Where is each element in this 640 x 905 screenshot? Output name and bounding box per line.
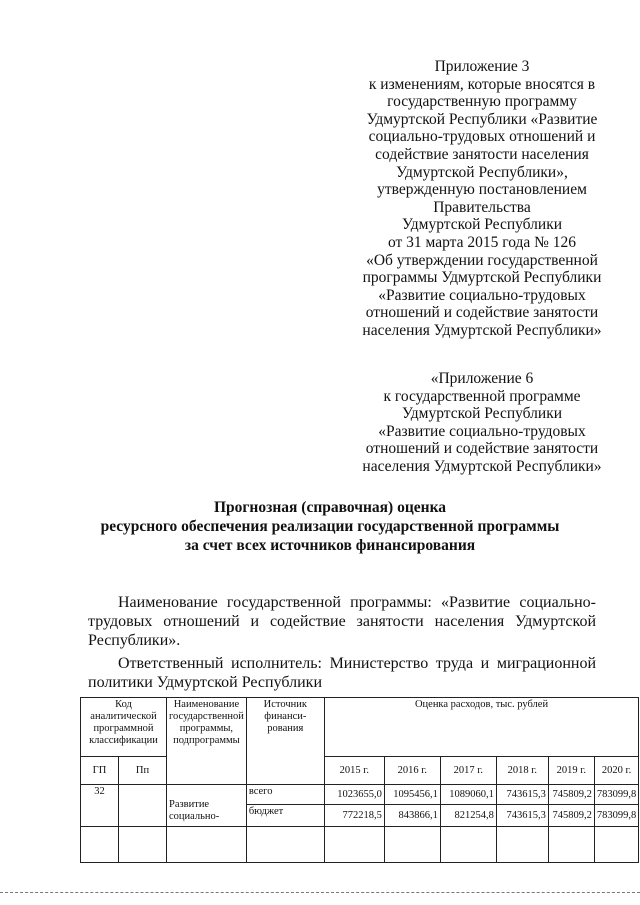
appendix-3-line: государственную программу	[387, 93, 577, 111]
row-source: всего	[246, 785, 324, 805]
value-cell: 745809,2	[548, 785, 594, 805]
appendix-3-line: Приложение 3	[434, 58, 530, 75]
value-cell: 783099,8	[594, 805, 638, 827]
year-header: 2019 г.	[548, 757, 594, 785]
appendix-3-line: Удмуртской Республики	[401, 216, 563, 234]
year-header: 2016 г.	[384, 757, 440, 785]
appendix-3-line: содействие занятости населения	[375, 145, 589, 163]
value-cell: 1089060,1	[440, 785, 496, 805]
empty-cell	[440, 827, 496, 863]
empty-cell	[496, 827, 548, 863]
paragraph-line: Республики».	[88, 632, 181, 649]
header-gp: ГП	[81, 757, 119, 785]
responsible-executor-paragraph	[88, 654, 596, 692]
value-cell: 783099,8	[594, 785, 638, 805]
header-estimate: Оценка расходов, тыс. рублей	[324, 698, 638, 757]
year-header: 2020 г.	[594, 757, 638, 785]
paragraph-line: Наименование государственной программы: «Развитие социально-	[118, 594, 596, 611]
empty-cell	[324, 827, 384, 863]
paragraph-line: политики Удмуртской Республики	[88, 674, 323, 691]
page-bottom-rule	[0, 892, 640, 893]
appendix-6-line: «Развитие социально-трудовых	[378, 422, 586, 440]
empty-cell	[548, 827, 594, 863]
header-source: Источник финанси-рования	[246, 698, 324, 785]
title-line: ресурсного обеспечения реализации государственной программы	[100, 518, 560, 535]
appendix-6-header	[340, 370, 624, 476]
row-gp-code: 32	[81, 785, 119, 827]
title-line: Прогнозная (справочная) оценка	[213, 499, 447, 516]
paragraph-line: Ответственный исполнитель: Министерство труда и миграционной	[118, 655, 596, 672]
row-program-name: Развитие социально-	[167, 785, 247, 827]
value-cell: 1023655,0	[324, 785, 384, 805]
table-row-continuation	[81, 827, 639, 863]
appendix-3-line: социально-трудовых отношений и	[368, 128, 596, 146]
table-row	[81, 785, 639, 805]
appendix-6-line: отношений и содействие занятости	[365, 440, 599, 458]
appendix-6-line: к государственной программе	[383, 387, 581, 405]
value-cell: 843866,1	[384, 805, 440, 827]
document-title	[80, 498, 580, 555]
appendix-3-line: Удмуртской Республики»,	[396, 163, 568, 181]
empty-cell	[246, 827, 324, 863]
row-pp-code	[119, 785, 167, 827]
appendix-3-header	[340, 58, 624, 340]
empty-cell	[384, 827, 440, 863]
appendix-3-line: утвержденную постановлением	[377, 181, 587, 199]
header-name: Наименование государственной программы, подпрограммы	[167, 698, 247, 785]
appendix-3-line: к изменениям, которые вносятся в	[368, 75, 596, 93]
header-code: Код аналитической программной классификации	[81, 698, 167, 757]
empty-cell	[167, 827, 247, 863]
appendix-3-line: «Об утверждении государственной	[366, 251, 598, 269]
value-cell: 772218,5	[324, 805, 384, 827]
year-header: 2018 г.	[496, 757, 548, 785]
appendix-3-line: программы Удмуртской Республики	[362, 269, 602, 287]
value-cell: 821254,8	[440, 805, 496, 827]
empty-cell	[81, 827, 119, 863]
appendix-6-line: «Приложение 6	[430, 370, 534, 387]
paragraph-line: трудовых отношений и содействие занятости населения Удмуртской	[88, 613, 596, 630]
year-header: 2015 г.	[324, 757, 384, 785]
value-cell: 743615,3	[496, 785, 548, 805]
row-source: бюджет	[246, 805, 324, 827]
program-name-paragraph	[88, 593, 596, 650]
value-cell: 1095456,1	[384, 785, 440, 805]
resource-estimate-table	[80, 697, 639, 863]
appendix-3-line: «Развитие социально-трудовых	[378, 286, 586, 304]
appendix-3-line: населения Удмуртской Республики»	[362, 321, 602, 339]
appendix-3-line: Правительства	[433, 198, 531, 216]
title-line: за счет всех источников финансирования	[184, 537, 476, 554]
value-cell: 745809,2	[548, 805, 594, 827]
appendix-6-line: населения Удмуртской Республики»	[362, 457, 602, 475]
header-pp: Пп	[119, 757, 167, 785]
appendix-3-line: Удмуртской Республики «Развитие	[366, 110, 598, 128]
value-cell: 743615,3	[496, 805, 548, 827]
appendix-3-line: отношений и содействие занятости	[365, 304, 599, 322]
appendix-6-line: Удмуртской Республики	[401, 405, 563, 423]
empty-cell	[119, 827, 167, 863]
appendix-3-line: от 31 марта 2015 года № 126	[387, 233, 577, 251]
year-header: 2017 г.	[440, 757, 496, 785]
empty-cell	[594, 827, 638, 863]
